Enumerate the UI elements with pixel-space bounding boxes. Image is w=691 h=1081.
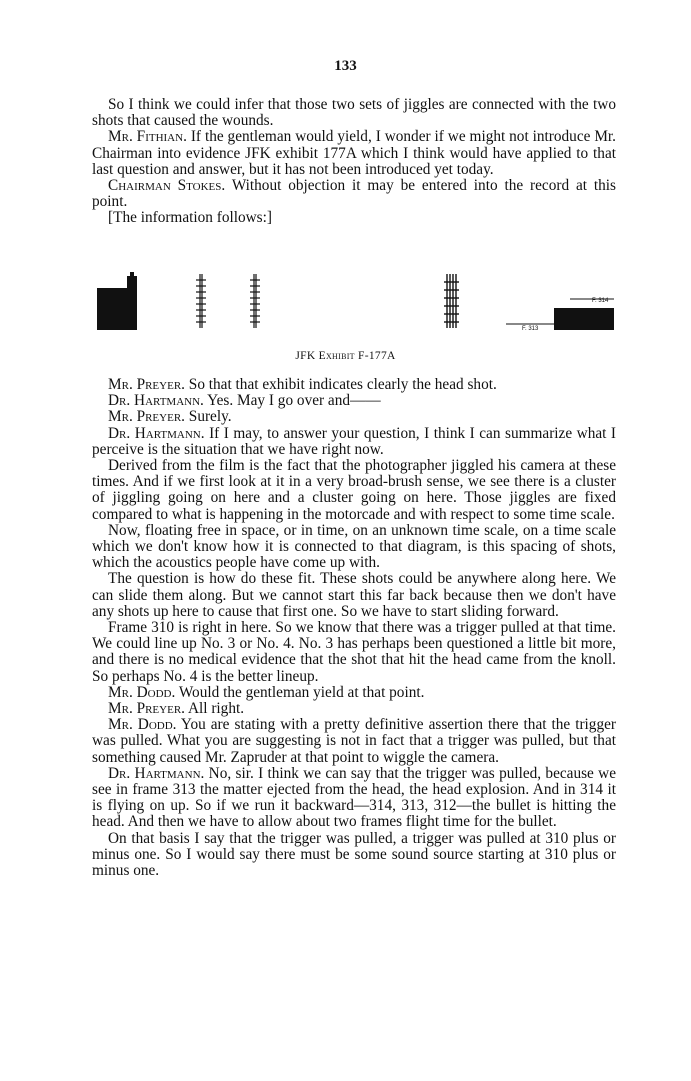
paragraph-text: Derived from the film is the fact that the photographer jiggled his camera at these times. And if we first look at it in a very broad-brush sense, we see there is a cluster of jiggling going on here and a cluster going on here. Those jiggles are fixed compared to what is happening in the motorcade and with respect to some time scale. (92, 457, 616, 523)
main-text (92, 377, 616, 879)
speaker-name: Mr. Preyer. (108, 700, 185, 718)
speaker-name: Mr. Fithian. (108, 128, 187, 146)
paragraph-text: Without objection it may be entered into the record at this point. (92, 177, 616, 211)
black-block-left (97, 272, 137, 330)
paragraph-text: You are stating with a pretty definitive assertion there that the trigger was pulled. What you are suggesting is not in fact that a trigger was pulled, but that something caused Mr. Zapruder at that point to wiggle the camera. (92, 716, 616, 766)
jiggle-tick-group-1 (196, 274, 206, 328)
paragraph-text: So I think we could infer that those two sets of jiggles are connected with the two shots that caused the wounds. (92, 96, 616, 130)
jiggle-tick-group-3 (444, 274, 459, 328)
speaker-name: Dr. Hartmann. (108, 424, 205, 442)
speaker-name: Mr. Dodd. (108, 683, 176, 701)
paragraph (92, 766, 616, 831)
paragraph (92, 701, 616, 717)
paragraph-text: If I may, to answer your question, I think I can summarize what I perceive is the situation that we have right now. (92, 424, 616, 458)
frame-label-lower: F. 313 (522, 326, 539, 332)
speaker-name: Dr. Hartmann. (108, 392, 204, 410)
paragraph (92, 523, 616, 572)
paragraph (92, 685, 616, 701)
paragraph (92, 620, 616, 685)
speaker-name: Dr. Hartmann. (108, 764, 205, 782)
paragraph-text: No, sir. I think we can say that the trigger was pulled, because we see in frame 313 the matter ejected from the head, the head explosion. And in 314 it is flying on up. So if we run it backward—314, 313, 312—the bullet is hitting the head. And then we have to allow about two frames flight time for the bullet. (92, 764, 616, 831)
paragraph-text: The question is how do these fit. These shots could be anywhere along here. We can slide them along. But we cannot start this far back because then we don't have any shots up here to cause that first one. So we have to start sliding forward. (92, 570, 616, 620)
speaker-name: Mr. Preyer. (108, 376, 185, 393)
exhibit-figure (92, 268, 616, 334)
paragraph-text: Frame 310 is right in here. So we know that there was a trigger pulled at that time. We could line up No. 3 or No. 4. No. 3 has perhaps been questioned a little bit more, and there is no medical evidence that the shot that hit the head came from the knoll. So perhaps No. 4 is the better lineup. (92, 619, 616, 685)
intro-text (92, 97, 616, 227)
paragraph (92, 571, 616, 620)
paragraph (92, 377, 616, 393)
paragraph (92, 458, 616, 523)
paragraph (92, 831, 616, 880)
paragraph (92, 178, 616, 210)
paragraph (92, 717, 616, 766)
paragraph-text: So that that exhibit indicates clearly the head shot. (184, 376, 497, 393)
speaker-name: Mr. Dodd. (108, 716, 177, 734)
paragraph-text: Would the gentleman yield at that point. (175, 683, 425, 701)
paragraph-text: If the gentleman would yield, I wonder if we might not introduce Mr. Chairman into evidence JFK exhibit 177A which I think would have applied to that last question and answer, but it has not been introduced yet today. (92, 128, 617, 178)
paragraph (92, 426, 616, 458)
paragraph (92, 97, 616, 129)
paragraph-text: Now, floating free in space, or in time, on an unknown time scale, on a time scale which we don't know how it is connected to that diagram, is this spacing of shots, which the acoustics people have come up with. (92, 521, 616, 572)
paragraph-text: [The information follows:] (108, 209, 272, 227)
paragraph (92, 393, 616, 409)
frame-label-upper: F. 314 (592, 298, 609, 304)
paragraph (92, 409, 616, 425)
paragraph-text: All right. (184, 700, 245, 718)
paragraph-text: Yes. May I go over and—— (203, 392, 381, 410)
paragraph (92, 129, 616, 178)
jiggle-tick-group-2 (250, 274, 260, 328)
speaker-name: Mr. Preyer. (108, 408, 185, 426)
speaker-name: Chairman Stokes. (108, 177, 226, 195)
paragraph-text: Surely. (184, 408, 232, 426)
paragraph-text: On that basis I say that the trigger was pulled, a trigger was pulled at 310 plus or minus one. So I would say there must be some sound source starting at 310 plus or minus one. (92, 829, 616, 880)
paragraph (92, 210, 616, 226)
exhibit-caption: JFK Exhibit F-177A (295, 350, 396, 362)
page-number: 133 (334, 58, 357, 74)
